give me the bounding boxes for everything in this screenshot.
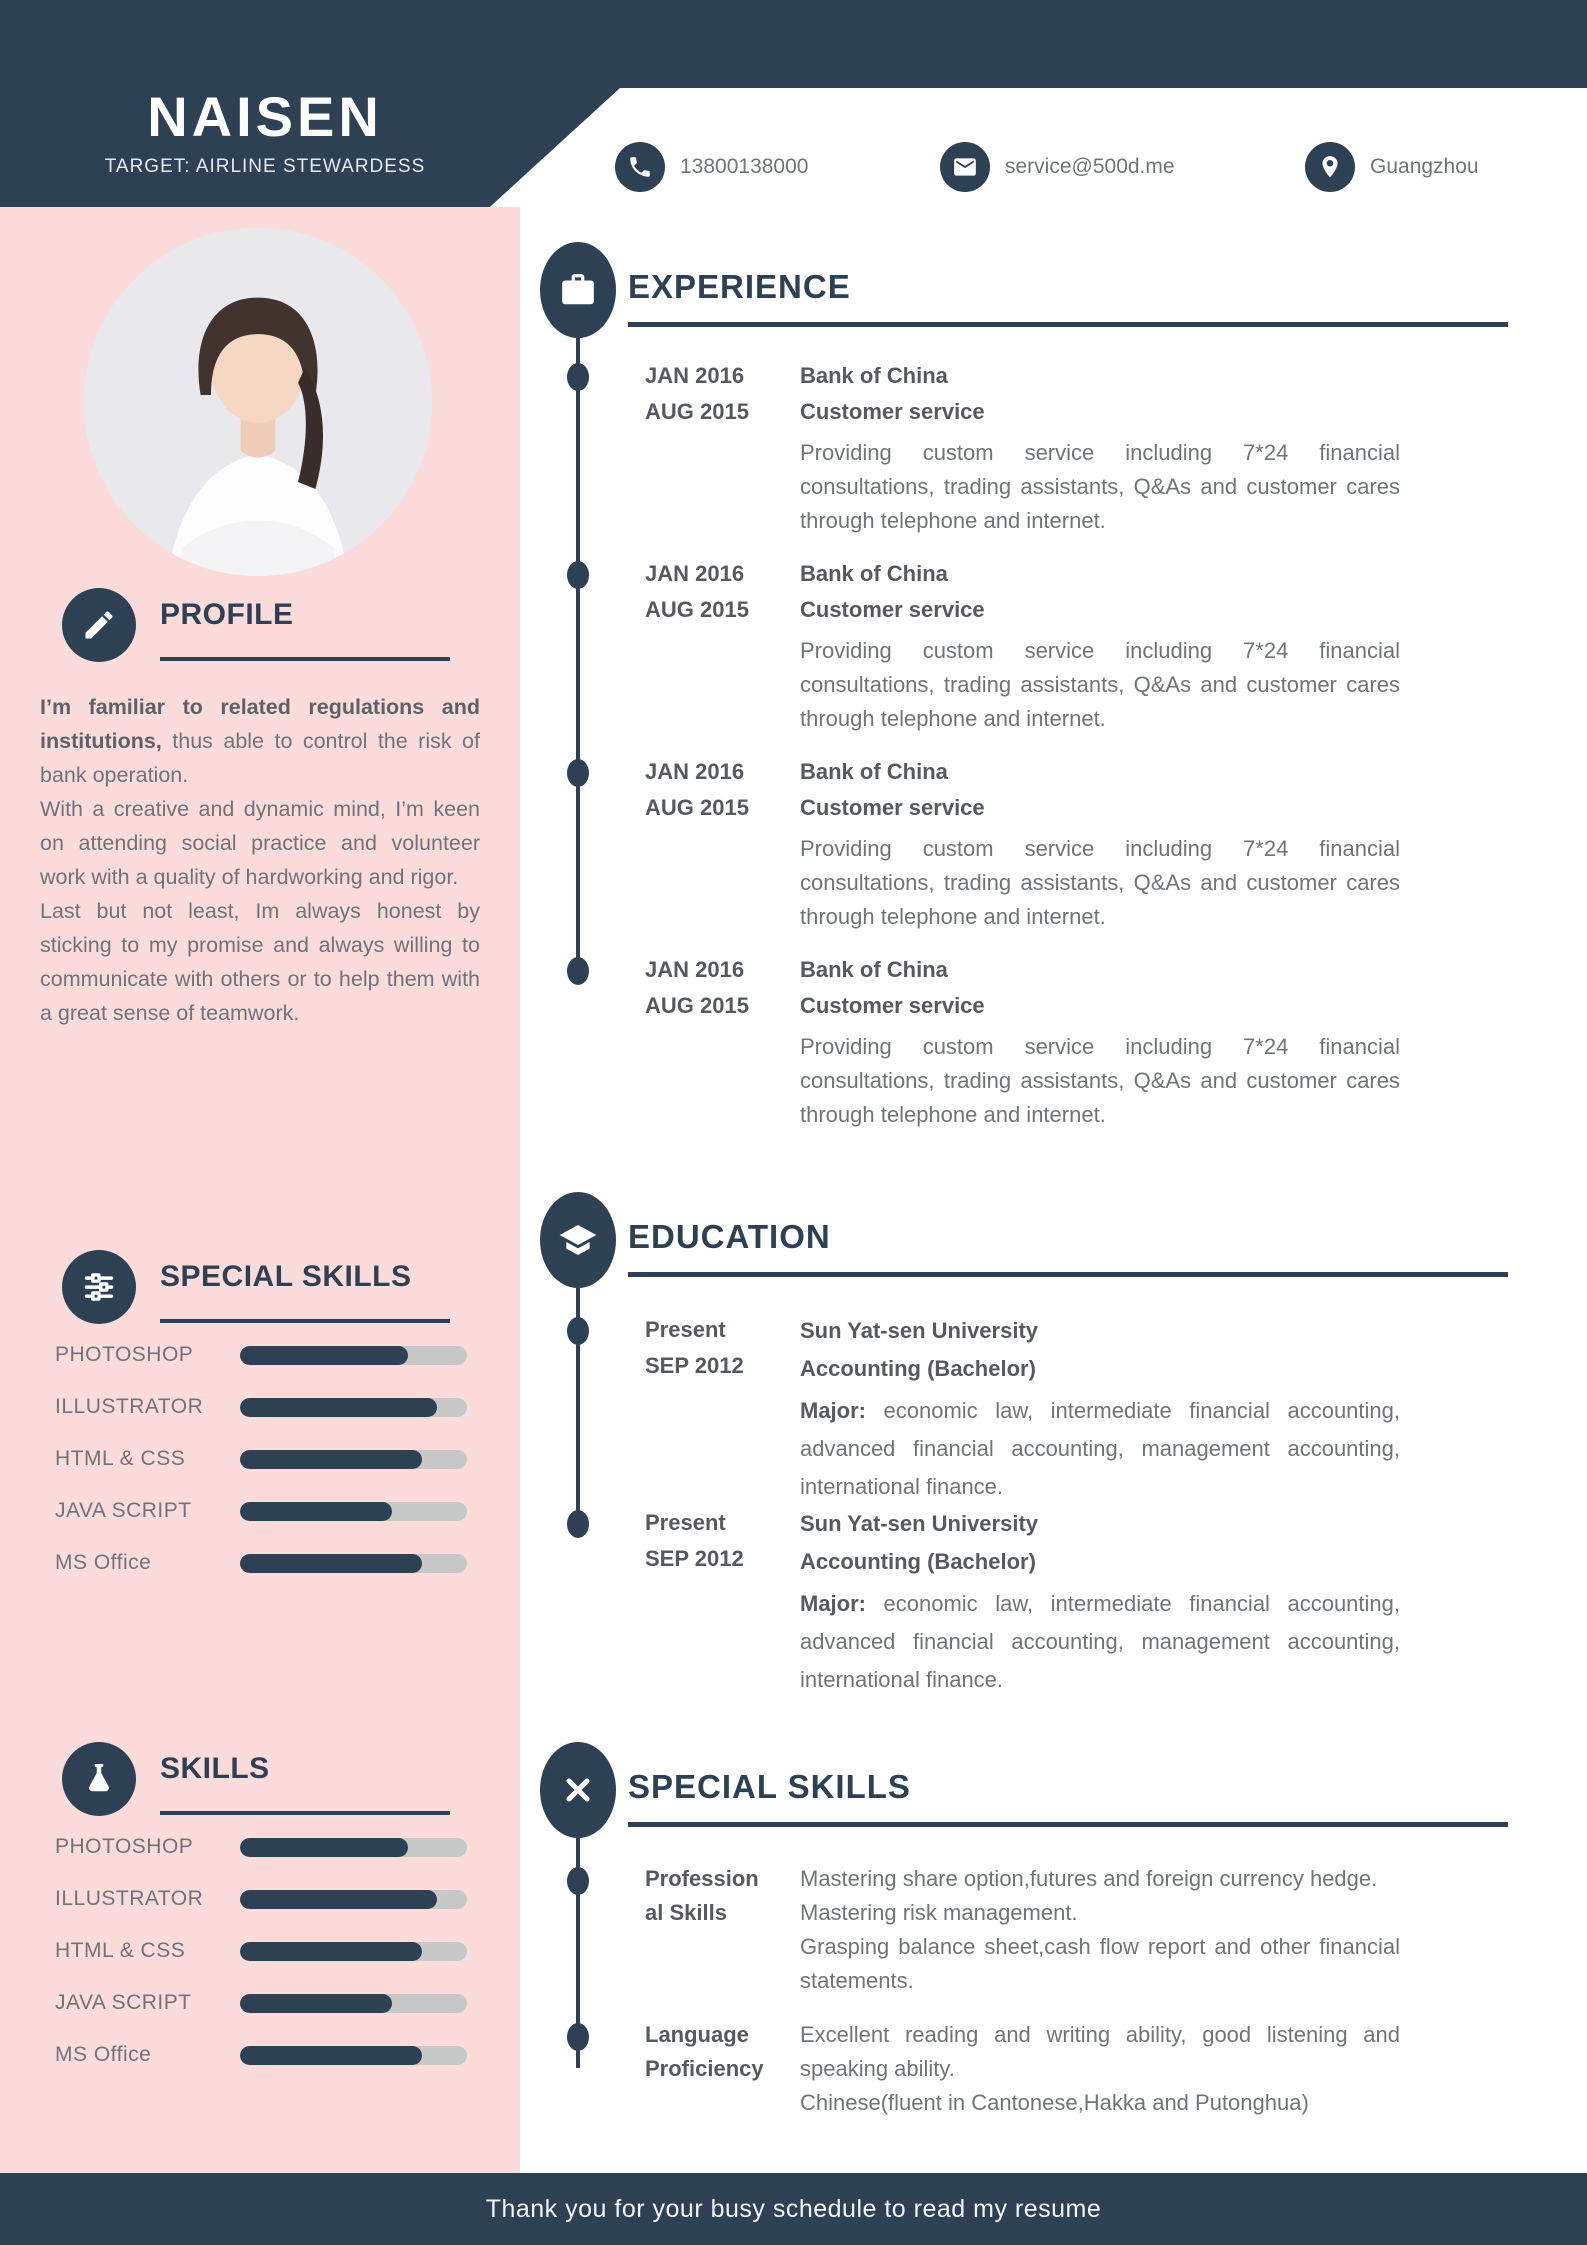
profile-photo (84, 228, 432, 576)
degree-name: Accounting (Bachelor) (800, 1356, 1036, 1381)
experience-dates (645, 952, 795, 1024)
person-target: TARGET: AIRLINE STEWARDESS (104, 156, 426, 177)
skill-bar (240, 1890, 467, 1909)
graduation-cap-icon (540, 1192, 616, 1288)
skill-label: ILLUSTRATOR (55, 1395, 204, 1418)
top-navy-bar (0, 0, 1587, 88)
special-skills-title: SPECIAL SKILLS (628, 1768, 911, 1805)
skill-bar-fill (240, 1994, 392, 2013)
skill-label: ILLUSTRATOR (55, 1887, 204, 1910)
skill-bar (240, 1346, 467, 1365)
special-skill-label: Professional Skills (645, 1866, 759, 1925)
job-role: Customer service (800, 399, 985, 424)
skill-bar (240, 1398, 467, 1417)
skill-label: HTML & CSS (55, 1939, 186, 1962)
skill-label: HTML & CSS (55, 1447, 186, 1470)
education-dates (645, 1505, 795, 1577)
location-pin-icon (1305, 142, 1355, 192)
flask-icon (62, 1742, 136, 1816)
job-role: Customer service (800, 993, 985, 1018)
date-end: AUG 2015 (645, 795, 749, 820)
special-skill-line: Grasping balance sheet,cash flow report and other financial statements. (800, 1934, 1400, 1993)
company-name: Bank of China (800, 561, 948, 586)
special-skill-content (800, 1862, 1400, 1998)
sidebar-skills-title: SKILLS (160, 1752, 270, 1785)
footer-text: Thank you for your busy schedule to read my resume (485, 2194, 1102, 2223)
major-label: Major: (800, 1398, 866, 1423)
experience-section (540, 242, 1510, 1192)
special-skill-entry (540, 1862, 1510, 1998)
company-name: Bank of China (800, 759, 948, 784)
skill-row (55, 1553, 467, 1573)
job-role: Customer service (800, 795, 985, 820)
major-text: economic law, intermediate financial accounting, advanced financial accounting, management accounting, international finance. (800, 1398, 1400, 1499)
education-content (800, 1505, 1400, 1699)
school-name: Sun Yat-sen University (800, 1511, 1039, 1536)
timeline-dot (567, 561, 589, 589)
skill-row (55, 1993, 467, 2013)
skill-bar-fill (240, 1346, 408, 1365)
skill-bar (240, 1994, 467, 2013)
profile-text (40, 690, 480, 1030)
email-address: service@500d.me (1005, 155, 1175, 178)
skill-bar-fill (240, 1450, 422, 1469)
experience-content (800, 952, 1400, 1132)
skill-bar (240, 1942, 467, 1961)
timeline-dot (567, 1867, 589, 1895)
skill-row (55, 2045, 467, 2065)
skill-label: JAVA SCRIPT (55, 1991, 192, 2014)
education-underline (628, 1272, 1508, 1277)
experience-entry (540, 952, 1510, 1132)
company-name: Bank of China (800, 363, 948, 388)
job-description: Providing custom service including 7*24 financial consultations, trading assistants, Q&As and customer cares through telephone and internet. (800, 440, 1400, 533)
location-name: Guangzhou (1370, 155, 1479, 178)
skill-bar-fill (240, 1502, 392, 1521)
experience-entry (540, 358, 1510, 538)
company-name: Bank of China (800, 957, 948, 982)
education-content (800, 1312, 1400, 1506)
sidebar-skills-list (55, 1837, 467, 2097)
special-skill-label: Language Proficiency (645, 2022, 764, 2081)
pencil-edit-icon (62, 588, 136, 662)
date-start: JAN 2016 (645, 759, 745, 784)
skill-bar (240, 1838, 467, 1857)
sidebar (0, 207, 520, 2173)
skill-row (55, 1449, 467, 1469)
experience-dates (645, 358, 795, 430)
skill-bar-fill (240, 2046, 422, 2065)
timeline-dot (567, 1317, 589, 1345)
skill-label: PHOTOSHOP (55, 1835, 194, 1858)
special-skills-underline (628, 1822, 1508, 1827)
date-end: AUG 2015 (645, 399, 749, 424)
major-description (800, 1392, 1400, 1506)
profile-photo-illustration (84, 228, 432, 576)
timeline-dot (567, 759, 589, 787)
timeline-dot (567, 1510, 589, 1538)
experience-entry (540, 556, 1510, 736)
experience-entry (540, 754, 1510, 934)
degree-name: Accounting (Bachelor) (800, 1549, 1036, 1574)
job-description: Providing custom service including 7*24 financial consultations, trading assistants, Q&As and customer cares through telephone and internet. (800, 638, 1400, 731)
experience-content (800, 754, 1400, 934)
mail-icon (940, 142, 990, 192)
sidebar-special-skills-title: SPECIAL SKILLS (160, 1260, 412, 1293)
special-skill-line: Mastering share option,futures and foreign currency hedge. (800, 1866, 1378, 1891)
education-section (540, 1192, 1510, 1692)
job-description: Providing custom service including 7*24 financial consultations, trading assistants, Q&As and customer cares through telephone and internet. (800, 1034, 1400, 1127)
skill-bar (240, 2046, 467, 2065)
skill-label: JAVA SCRIPT (55, 1499, 192, 1522)
sidebar-special-skills-underline (160, 1319, 450, 1323)
skill-bar (240, 1502, 467, 1521)
skill-row (55, 1345, 467, 1365)
special-skill-line: Excellent reading and writing ability, good listening and speaking ability. (800, 2022, 1400, 2081)
timeline-dot (567, 2023, 589, 2051)
skill-bar-fill (240, 1398, 437, 1417)
special-skill-line: Chinese(fluent in Cantonese,Hakka and Putonghua) (800, 2090, 1309, 2115)
date-end: AUG 2015 (645, 993, 749, 1018)
date-start: JAN 2016 (645, 957, 745, 982)
education-entry (540, 1312, 1510, 1506)
footer-bar (0, 2173, 1587, 2245)
profile-paragraph: With a creative and dynamic mind, I’m keen on attending social practice and volunteer work with a quality of hardworking and rigor. (40, 797, 480, 889)
skill-label: PHOTOSHOP (55, 1343, 194, 1366)
job-role: Customer service (800, 597, 985, 622)
special-skill-line: Mastering risk management. (800, 1900, 1078, 1925)
experience-underline (628, 322, 1508, 327)
experience-title: EXPERIENCE (628, 268, 851, 305)
timeline-dot (567, 363, 589, 391)
contact-phone (615, 142, 808, 192)
special-skill-entry (540, 2018, 1510, 2120)
phone-number: 13800138000 (680, 155, 809, 178)
contact-location (1305, 142, 1479, 192)
name-banner-text (0, 86, 530, 178)
skill-row (55, 1889, 467, 1909)
sidebar-special-skills-list (55, 1345, 467, 1605)
major-text: economic law, intermediate financial accounting, advanced financial accounting, management accounting, international finance. (800, 1591, 1400, 1692)
date-start: Present (645, 1510, 726, 1535)
job-description: Providing custom service including 7*24 financial consultations, trading assistants, Q&As and customer cares through telephone and internet. (800, 836, 1400, 929)
profile-title: PROFILE (160, 598, 294, 631)
date-start: JAN 2016 (645, 561, 745, 586)
skill-bar-fill (240, 1838, 408, 1857)
skill-row (55, 1501, 467, 1521)
experience-content (800, 358, 1400, 538)
experience-dates (645, 754, 795, 826)
skill-bar-fill (240, 1890, 437, 1909)
experience-content (800, 556, 1400, 736)
special-skill-content (800, 2018, 1400, 2120)
profile-paragraph-rest: thus able to control the risk of bank operation. (40, 729, 480, 787)
skill-bar (240, 1554, 467, 1573)
date-start: Present (645, 1317, 726, 1342)
major-label: Major: (800, 1591, 866, 1616)
education-title: EDUCATION (628, 1218, 831, 1255)
special-skills-section (540, 1742, 1510, 2142)
crossed-tools-icon (540, 1742, 616, 1838)
phone-icon (615, 142, 665, 192)
skill-label: MS Office (55, 2043, 152, 2066)
education-dates (645, 1312, 795, 1384)
experience-dates (645, 556, 795, 628)
skill-bar (240, 1450, 467, 1469)
contact-email (940, 142, 1175, 192)
sidebar-skills-underline (160, 1811, 450, 1815)
skill-bar-fill (240, 1554, 422, 1573)
profile-paragraph-bold: I’m familiar to related regulations and institutions, (40, 695, 480, 753)
date-start: JAN 2016 (645, 363, 745, 388)
skill-label: MS Office (55, 1551, 152, 1574)
skill-row (55, 1837, 467, 1857)
profile-paragraph (40, 690, 480, 792)
timeline-dot (567, 957, 589, 985)
skill-row (55, 1941, 467, 1961)
briefcase-icon (540, 242, 616, 338)
skill-row (55, 1397, 467, 1417)
skill-bar-fill (240, 1942, 422, 1961)
sliders-icon (62, 1250, 136, 1324)
school-name: Sun Yat-sen University (800, 1318, 1039, 1343)
date-end: SEP 2012 (645, 1546, 744, 1571)
date-end: SEP 2012 (645, 1353, 744, 1378)
profile-underline (160, 657, 450, 661)
major-description (800, 1585, 1400, 1699)
date-end: AUG 2015 (645, 597, 749, 622)
profile-paragraph: Last but not least, Im always honest by sticking to my promise and always willing to communicate with others or to help them with a great sense of teamwork. (40, 899, 480, 1025)
education-entry (540, 1505, 1510, 1699)
person-name: NAISEN (147, 85, 383, 148)
